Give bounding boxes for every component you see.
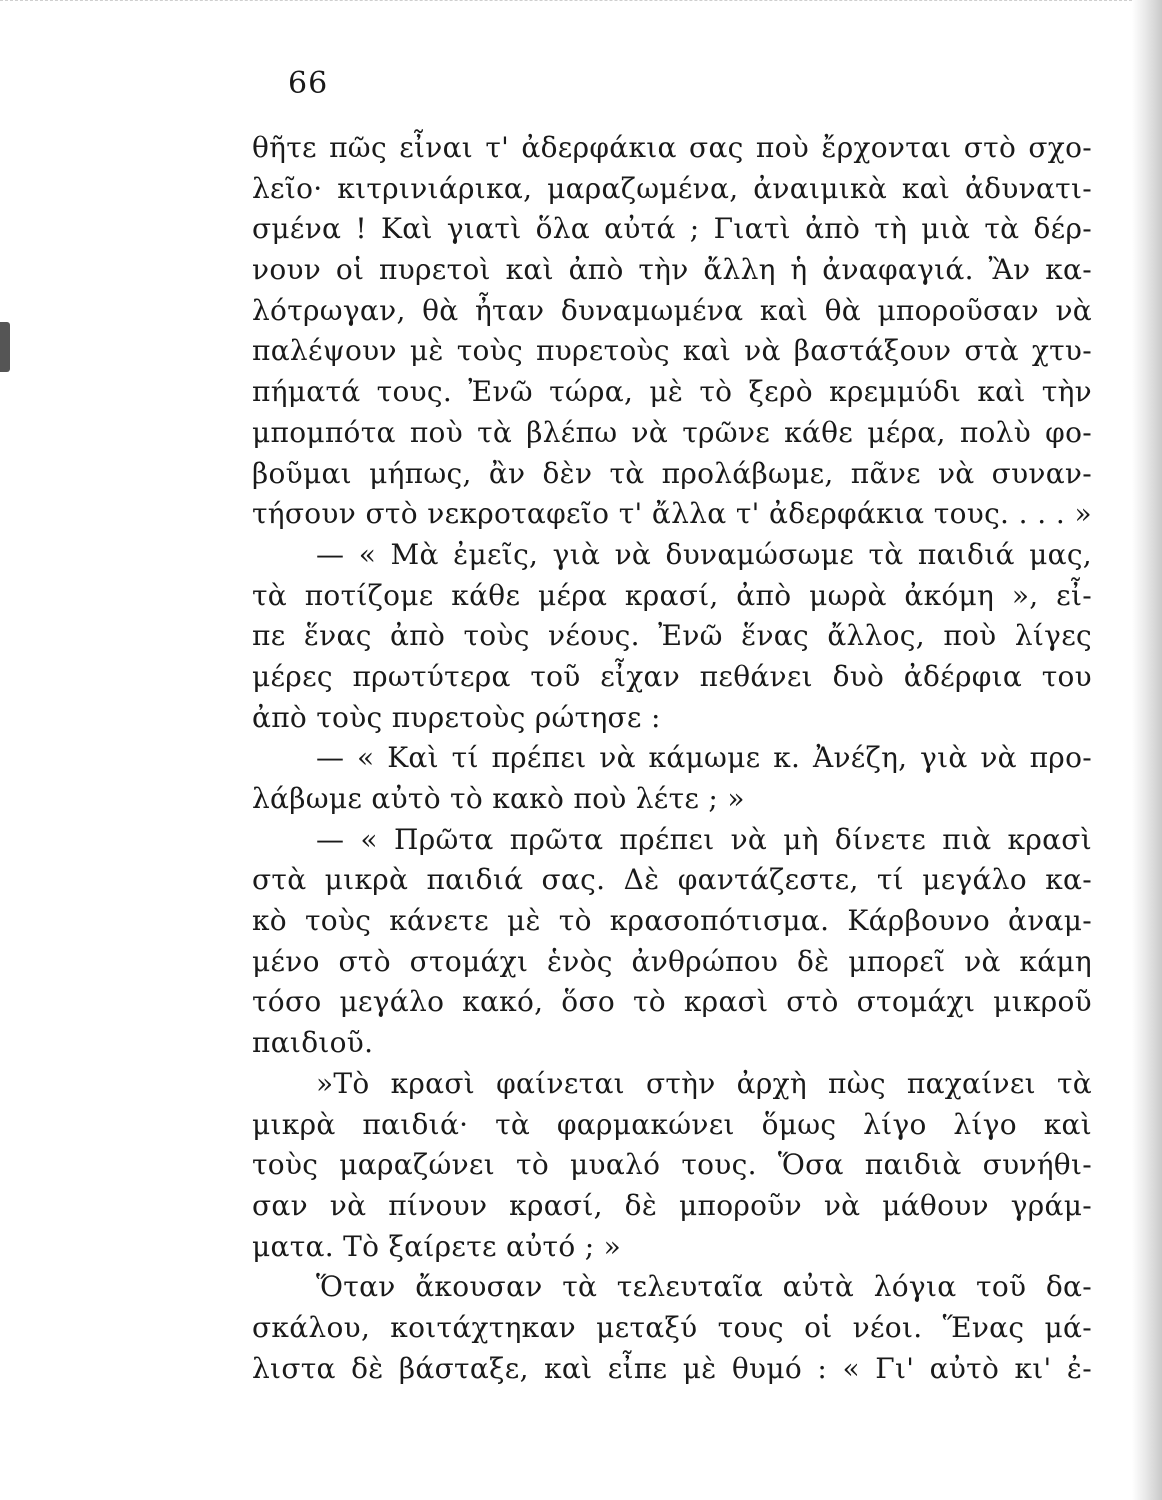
text-line: λιστα δὲ βάσταξε, καὶ εἶπε μὲ θυμό : « Γι' αὐτὸ κι' ἐ- (252, 1351, 1092, 1385)
scan-top-edge (0, 0, 1162, 9)
text-line: λότρωγαν, θὰ ἦταν δυναμωμένα καὶ θὰ μποροῦσαν νὰ (252, 293, 1092, 327)
scan-margin-mark (0, 322, 10, 372)
body-text (252, 128, 1092, 1389)
text-line: μέρες πρωτύτερα τοῦ εἶχαν πεθάνει δυὸ ἀδέρφια του (252, 659, 1092, 693)
text-line: τοὺς μαραζώνει τὸ μυαλό τους. Ὅσα παιδιὰ συνήθι- (252, 1148, 1092, 1182)
text-line: — « Μὰ ἐμεῖς, γιὰ νὰ δυναμώσωμε τὰ παιδιά μας, (316, 537, 1092, 571)
text-line: — « Πρῶτα πρῶτα πρέπει νὰ μὴ δίνετε πιὰ κρασὶ (316, 822, 1092, 856)
text-line: παλέψουν μὲ τοὺς πυρετοὺς καὶ νὰ βαστάξουν στὰ χτυ- (252, 334, 1092, 368)
text-line: σμένα ! Καὶ γιατὶ ὅλα αὐτά ; Γιατὶ ἀπὸ τὴ μιὰ τὰ δέρ- (252, 212, 1092, 246)
scan-binding-edge (1132, 0, 1162, 1500)
text-line: τόσο μεγάλο κακό, ὅσο τὸ κρασὶ στὸ στομάχι μικροῦ (252, 985, 1092, 1019)
text-line: νουν οἱ πυρετοὶ καὶ ἀπὸ τὴν ἄλλη ἡ ἀναφαγιά. Ἂν κα- (252, 253, 1092, 287)
text-line: κὸ τοὺς κάνετε μὲ τὸ κρασοπότισμα. Κάρβουνο ἀναμ- (252, 904, 1092, 938)
text-line: τήσουν στὸ νεκροταφεῖο τ' ἄλλα τ' ἀδερφάκια τους. . . . » (252, 497, 1092, 531)
text-line: πήματά τους. Ἐνῶ τώρα, μὲ τὸ ξερὸ κρεμμύδι καὶ τὴν (252, 375, 1092, 409)
text-line: ματα. Τὸ ξαίρετε αὐτό ; » (252, 1229, 622, 1263)
text-line: λεῖο· κιτρινιάρικα, μαραζωμένα, ἀναιμικὰ καὶ ἀδυνατι- (252, 171, 1092, 205)
text-line: παιδιοῦ. (252, 1026, 374, 1060)
text-line: σαν νὰ πίνουν κρασί, δὲ μποροῦν νὰ μάθουν γράμ- (252, 1188, 1092, 1222)
text-line: μικρὰ παιδιά· τὰ φαρμακώνει ὅμως λίγο λίγο καὶ (252, 1107, 1092, 1141)
text-line: ἀπὸ τοὺς πυρετοὺς ρώτησε : (252, 700, 661, 734)
text-line: σκάλου, κοιτάχτηκαν μεταξύ τους οἱ νέοι. Ἕνας μά- (252, 1310, 1092, 1344)
text-line: λάβωμε αὐτὸ τὸ κακὸ ποὺ λέτε ; » (252, 782, 745, 815)
text-line: »Τὸ κρασὶ φαίνεται στὴν ἀρχὴ πὼς παχαίνει τὰ (316, 1066, 1092, 1100)
text-line: μένο στὸ στομάχι ἑνὸς ἀνθρώπου δὲ μπορεῖ νὰ κάμη (252, 944, 1092, 978)
text-line: — « Καὶ τί πρέπει νὰ κάμωμε κ. Ἀνέζη, γιὰ νὰ προ- (316, 741, 1092, 775)
text-line: Ὅταν ἄκουσαν τὰ τελευταῖα αὐτὰ λόγια τοῦ δα- (316, 1270, 1092, 1304)
text-line: στὰ μικρὰ παιδιά σας. Δὲ φαντάζεστε, τί μεγάλο κα- (252, 863, 1092, 897)
page-number: 66 (288, 66, 329, 101)
text-line: πε ἕνας ἀπὸ τοὺς νέους. Ἐνῶ ἕνας ἄλλος, ποὺ λίγες (252, 619, 1092, 653)
text-line: μπομπότα ποὺ τὰ βλέπω νὰ τρῶνε κάθε μέρα, πολὺ φο- (252, 415, 1092, 449)
text-line: θῆτε πῶς εἶναι τ' ἀδερφάκια σας ποὺ ἔρχονται στὸ σχο- (252, 131, 1092, 164)
text-line: βοῦμαι μήπως, ἂν δὲν τὰ προλάβωμε, πᾶνε νὰ συναν- (252, 456, 1092, 490)
text-line: τὰ ποτίζομε κάθε μέρα κρασί, ἀπὸ μωρὰ ἀκόμη », εἶ- (252, 578, 1092, 612)
